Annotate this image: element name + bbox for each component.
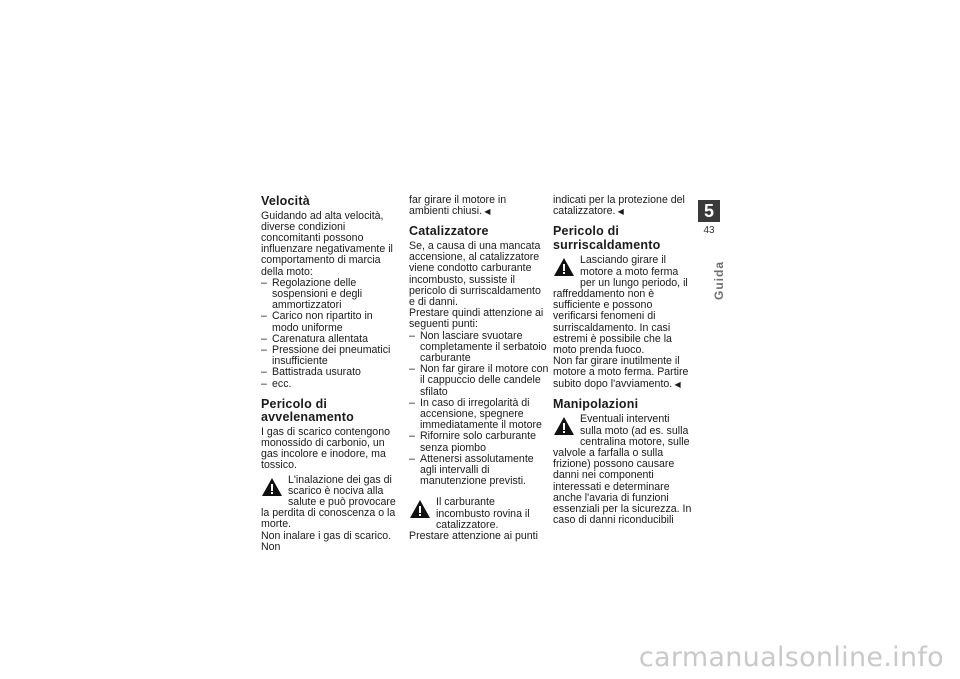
paragraph-catalyst: Se, a causa di una mancata accensione, al catalizzatore viene condotto carburante incombusto, sussiste il pericolo di surriscaldamento e di danni. — [409, 239, 541, 308]
list-item: – Rifornire solo carburante senza piombo — [409, 431, 549, 453]
warning-block — [409, 497, 549, 531]
list-item: – In caso di irregolarità di accensione, spegnere immediatamente il motore — [409, 398, 549, 432]
page-number: 43 — [703, 225, 715, 236]
warning-triangle-icon — [553, 416, 575, 436]
paragraph-continued: far girare il motore in ambienti chiusi. ◀ — [409, 195, 549, 217]
warning-triangle-icon — [553, 257, 575, 277]
warning-text: Lasciando girare il motore a moto ferma per un lungo periodo, il raffreddamento non è sufficiente e possono verificarsi fenomeni di surriscaldamento. In casi estremi è possibile che la moto prenda fuoco. — [553, 254, 688, 357]
catalyst-list — [409, 331, 549, 488]
paragraph-poison-tail: Non inalare i gas di scarico. Non — [261, 529, 392, 553]
heading-manipolazioni: Manipolazioni — [553, 396, 639, 411]
column-2 — [409, 195, 549, 542]
paragraph-continued: indicati per la protezione del catalizzatore. ◀ — [553, 195, 693, 217]
list-item: – Carico non ripartito in modo uniforme — [261, 311, 401, 333]
column-1 — [261, 195, 401, 553]
heading-avvelenamento: Pericolo di avvelenamento — [261, 396, 354, 425]
list-item: – Regolazione delle sospensioni e degli ammortizzatori — [261, 278, 401, 312]
paragraph-overheat: Non far girare inutilmente il motore a moto ferma. Partire subito dopo l'avviamento. ◀ — [553, 356, 693, 390]
list-item: – Non far girare il motore con il cappuccio delle candele sfilato — [409, 364, 549, 398]
paragraph-catalyst-tail: Prestare attenzione ai punti — [409, 529, 538, 542]
warning-text: L'inalazione dei gas di scarico è nociva alla salute e può provocare la perdita di conoscenza o la morte. — [261, 473, 396, 531]
heading-velocita: Velocità — [261, 194, 310, 208]
chapter-thumb-tab — [698, 200, 720, 240]
paragraph-poison: I gas di scarico contengono monossido di carbonio, un gas incolore e inodore, ma tossico. — [261, 425, 390, 472]
list-item: – Non lasciare svuotare completamente il serbatoio carburante — [409, 331, 549, 365]
column-3 — [553, 195, 693, 526]
paragraph-speed: Guidando ad alta velocità, diverse condizioni concomitanti possono influenzare negativamente il comportamento di marcia della moto: — [261, 209, 393, 278]
warning-triangle-icon — [261, 477, 283, 497]
list-item: – Carenatura allentata — [261, 334, 401, 345]
warning-block — [553, 414, 693, 526]
chapter-label: Guida — [712, 260, 726, 300]
warning-block — [261, 475, 401, 531]
chapter-number: 5 — [698, 200, 720, 222]
warning-text: Il carburante incombusto rovina il catalizzatore. — [436, 496, 530, 531]
heading-surriscaldamento: Pericolo di surriscaldamento — [553, 224, 661, 252]
list-item: – ecc. — [261, 379, 401, 390]
watermark: carmanualsonline.info — [638, 642, 944, 673]
paragraph-catalyst-2: Prestare quindi attenzione ai seguenti punti: — [409, 307, 544, 331]
list-item: – Battistrada usurato — [261, 367, 401, 378]
heading-catalizzatore: Catalizzatore — [409, 224, 489, 239]
list-item: – Attenersi assolutamente agli intervalli di manutenzione previsti. — [409, 454, 549, 488]
warning-block — [553, 255, 693, 356]
warning-text: Eventuali interventi sulla moto (ad es. sulla centralina motore, sulle valvole a farfalla o sulla frizione) possono causare danni nei componenti interessati e determinare anche l'avaria di funzioni essenziali per la sicurezza. In caso di danni riconducibili — [553, 413, 692, 527]
list-item: – Pressione dei pneumatici insufficiente — [261, 345, 401, 367]
speed-list — [261, 278, 401, 390]
warning-triangle-icon — [409, 499, 431, 519]
